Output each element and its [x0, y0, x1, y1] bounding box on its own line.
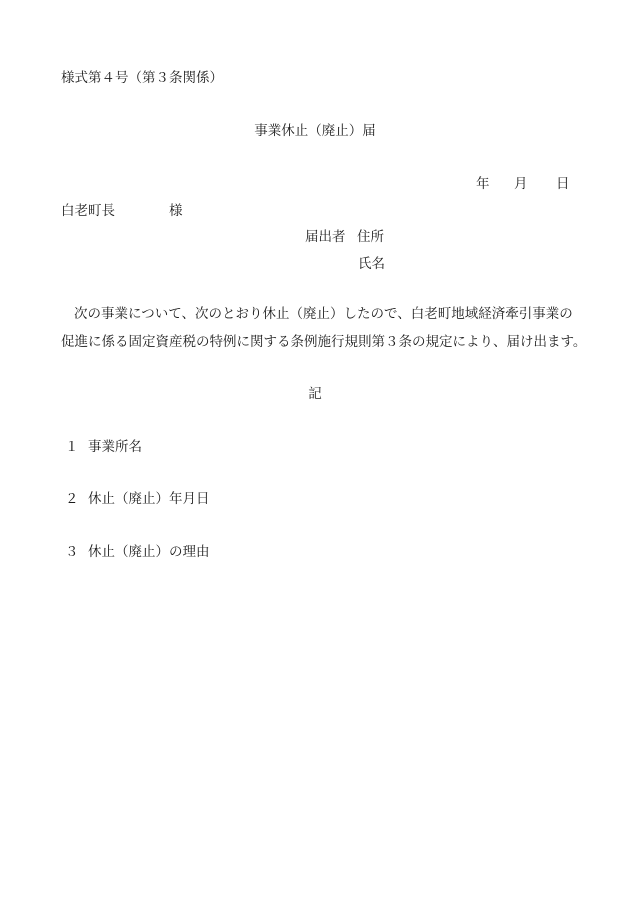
item-label: 休止（廃止）年月日	[88, 491, 210, 507]
item-number: １	[65, 439, 79, 455]
item-label: 事業所名	[88, 439, 142, 455]
date-month-label: 月	[514, 176, 528, 192]
item-number: ２	[65, 491, 79, 507]
form-number: 様式第４号（第３条関係）	[61, 70, 223, 86]
addressee-name: 白老町長	[61, 203, 115, 219]
body-text-line-1: 次の事業について、次のとおり休止（廃止）したので、白老町地域経済牽引事業の	[74, 306, 573, 322]
filer-address-label: 住所	[357, 229, 384, 245]
filer-name-label: 氏名	[358, 256, 385, 272]
filer-label: 届出者	[305, 229, 346, 245]
addressee-honorific: 様	[169, 203, 183, 219]
document-title: 事業休止（廃止）届	[254, 123, 376, 139]
list-item	[65, 441, 142, 455]
addressee	[61, 205, 183, 219]
date-year-label: 年	[476, 176, 490, 192]
body-text-line-2: 促進に係る固定資産税の特例に関する条例施行規則第３条の規定により、届け出ます。	[61, 334, 587, 350]
list-item	[65, 546, 210, 560]
date-line	[476, 178, 570, 192]
date-day-label: 日	[556, 176, 570, 192]
ki-heading: 記	[308, 386, 322, 402]
list-item	[65, 493, 210, 507]
filer-address-line	[305, 231, 384, 245]
item-label: 休止（廃止）の理由	[88, 544, 210, 560]
item-number: ３	[65, 544, 79, 560]
